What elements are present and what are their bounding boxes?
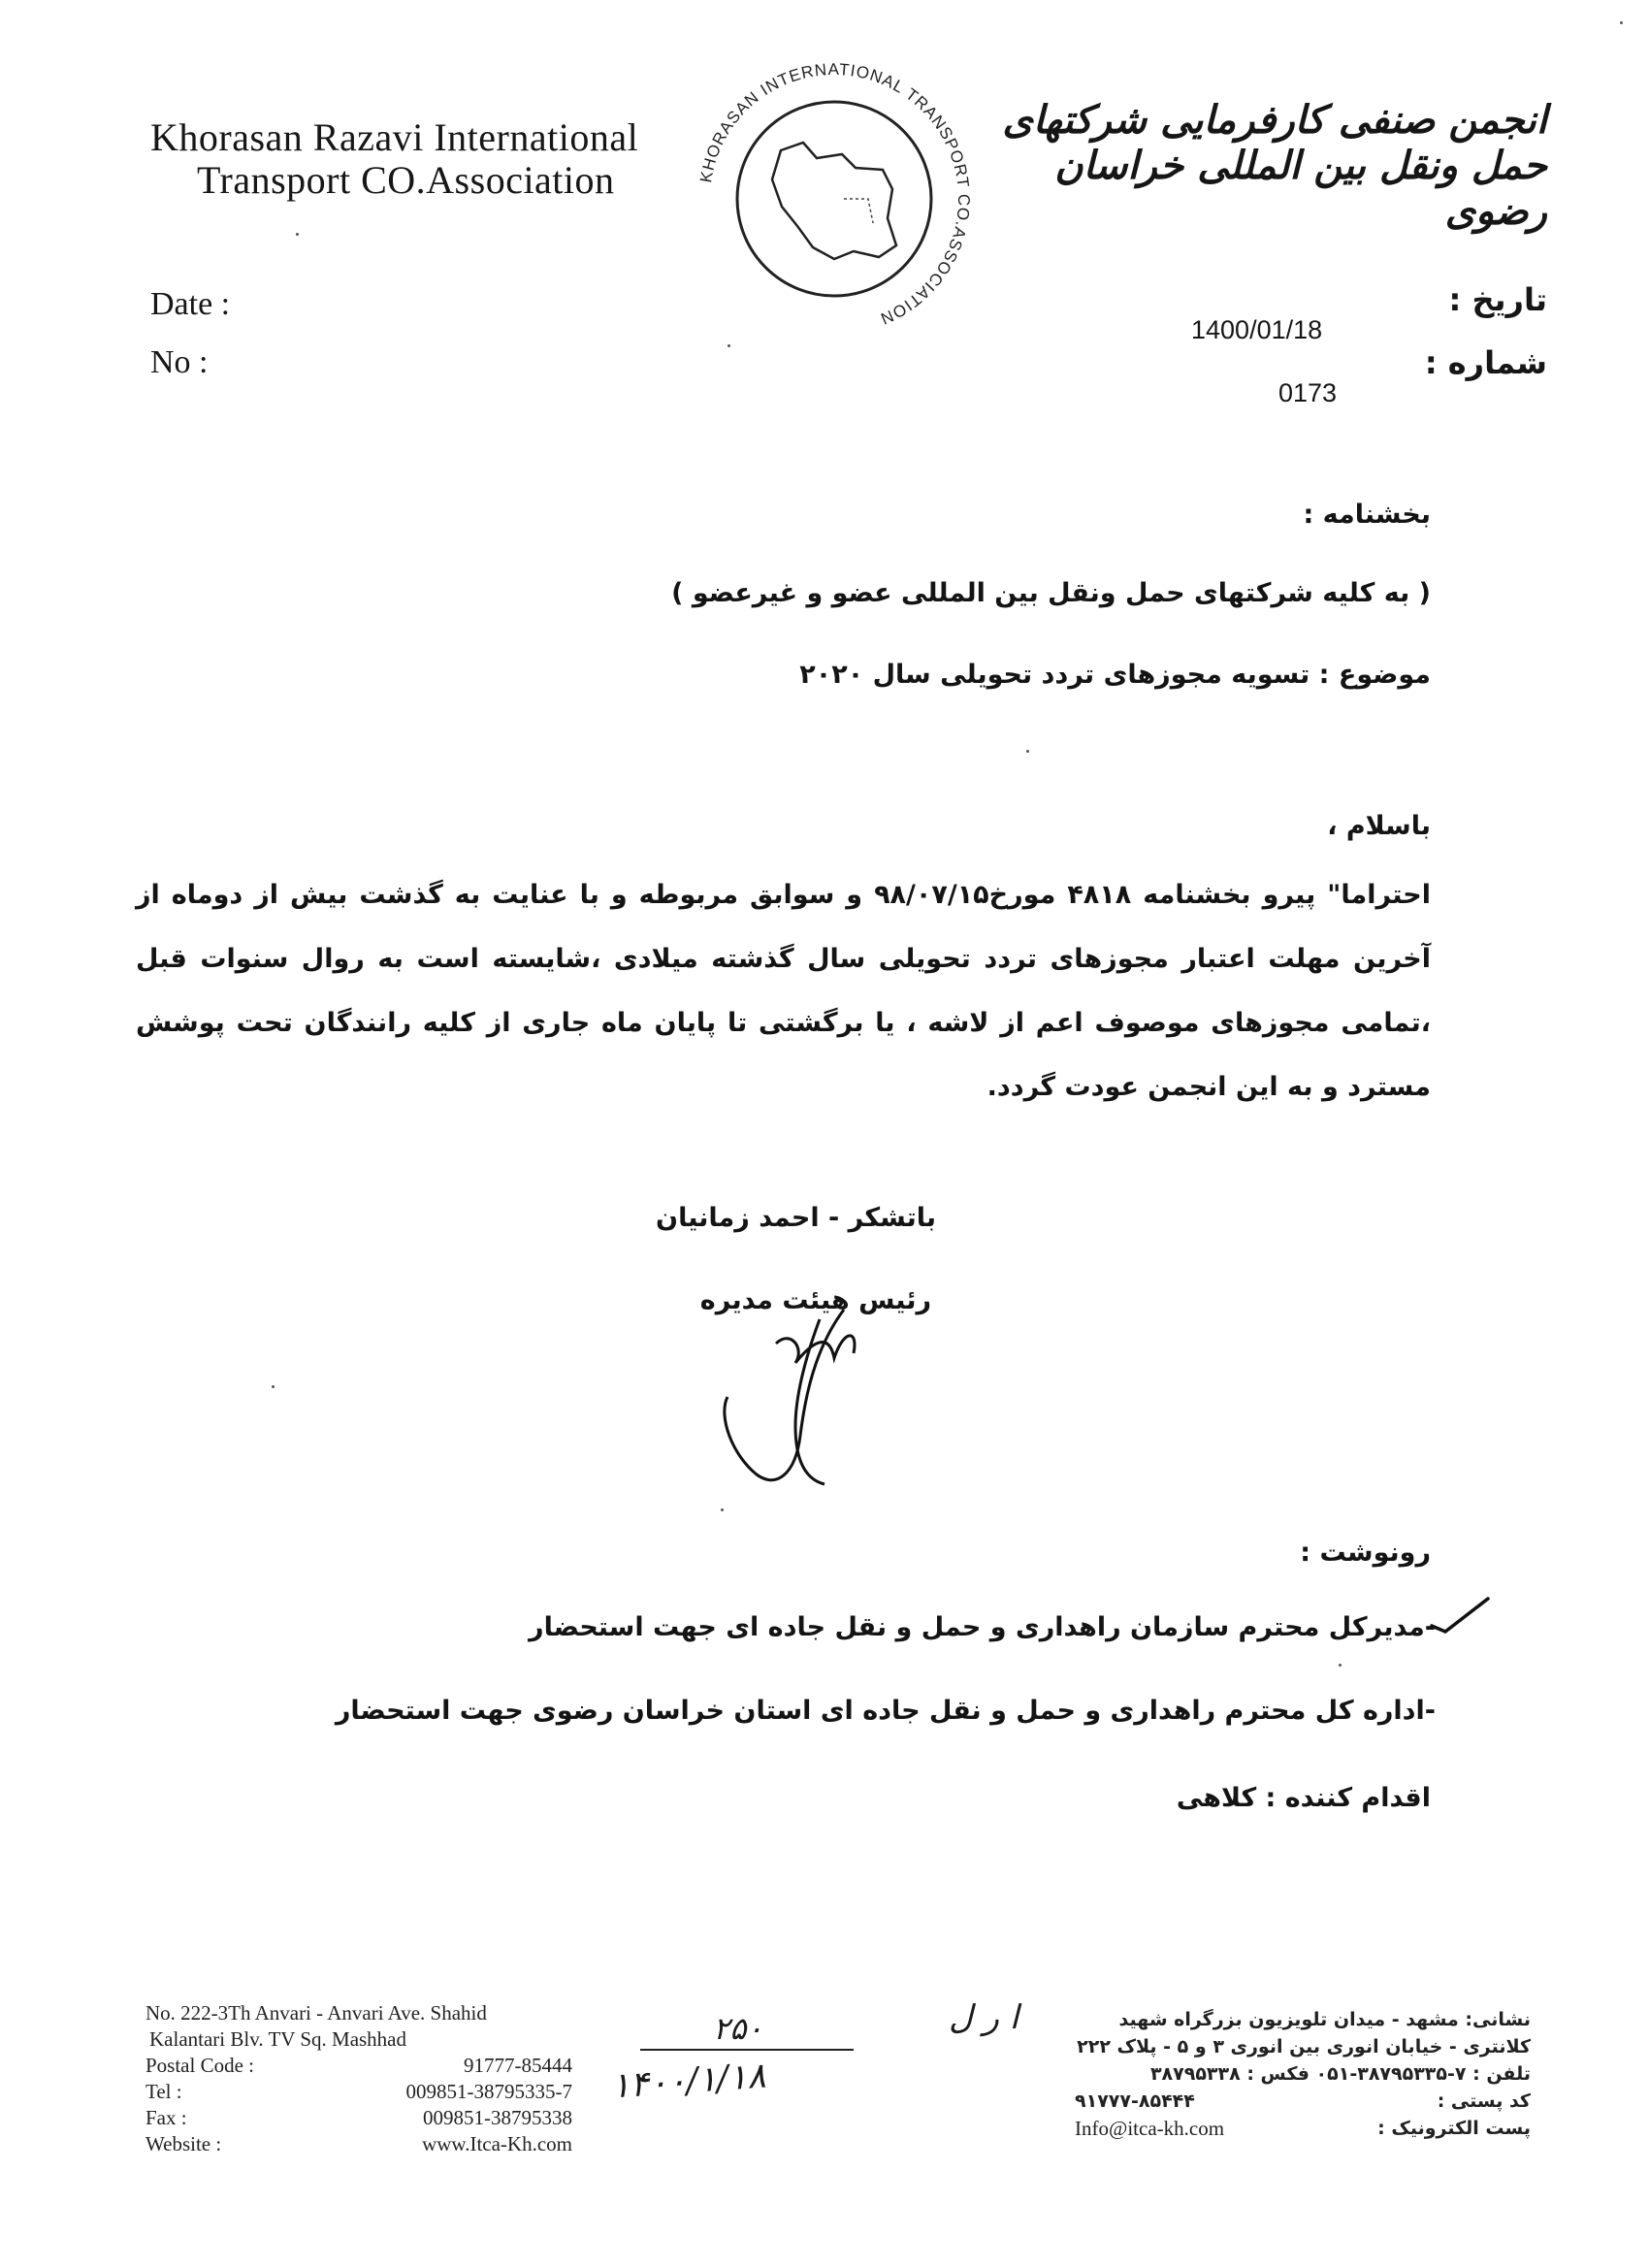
org-name-en-line2: Transport CO.Association [197, 158, 615, 202]
footer-tel-row [146, 2079, 572, 2105]
footer-fa-email-value[interactable]: Info@itca-kh.com [1075, 2117, 1225, 2140]
org-name-en [150, 116, 694, 202]
scan-speck [296, 233, 299, 236]
iran-map-icon [772, 143, 896, 259]
footer-fax-label: Fax : [146, 2106, 187, 2129]
association-seal [689, 53, 980, 344]
letter-subject: موضوع : تسویه مجوزهای تردد تحویلی سال ۲۰۲۰ [799, 660, 1431, 690]
footer-fa-postal-row [1075, 2088, 1531, 2115]
footer-postal-label: Postal Code : [146, 2054, 255, 2077]
org-name-en-line1: Khorasan Razavi International [150, 115, 639, 159]
handwritten-date: ۱۴۰۰/۱/۱۸ [609, 2056, 767, 2107]
letter-greeting: باسلام ، [1327, 811, 1431, 841]
footer-postal-row [146, 2053, 572, 2079]
handwritten-initials: ا ر ل [949, 1998, 1019, 2037]
date-label-fa: تاریخ : [1448, 281, 1547, 318]
seal-ring-text: KHORASAN INTERNATIONAL TRANSPORT CO.ASSOCIATION [696, 59, 974, 329]
letter-type: بخشنامه : [1303, 500, 1431, 530]
footer-website-label: Website : [146, 2132, 222, 2155]
footer-website-value[interactable]: www.Itca-Kh.com [422, 2132, 572, 2155]
cc-heading: رونوشت : [1300, 1538, 1431, 1568]
footer-tel-label: Tel : [146, 2080, 182, 2103]
action-by: اقدام کننده : کلاهی [1176, 1783, 1431, 1813]
footer-fa [1075, 2006, 1531, 2142]
footer-fax-value: 009851-38795338 [423, 2106, 572, 2129]
footer-en [146, 2000, 572, 2157]
letter-number: 0173 [1278, 378, 1338, 407]
footer-fa-address-line2: کلانتری - خیابان انوری بین انوری ۳ و ۵ - پلاک ۲۲۲ [1077, 2036, 1531, 2057]
handwritten-divider [640, 2049, 854, 2051]
footer-website-row [146, 2131, 572, 2157]
footer-postal-value: 91777-85444 [464, 2054, 572, 2077]
letter-date: 1400/01/18 [1191, 315, 1323, 344]
scan-speck [1026, 750, 1029, 753]
signature [698, 1290, 892, 1494]
signer-title: رئیس هیئت مدیره [699, 1285, 931, 1315]
footer-fa-postal-label: کد پستی : [1437, 2090, 1531, 2112]
footer-fa-email-row [1075, 2115, 1531, 2142]
footer-fa-email-label: پست الکترونیک : [1377, 2118, 1531, 2139]
letter-closing: باتشکر - احمد زمانیان [656, 1203, 936, 1233]
date-label-en: Date : [150, 286, 231, 322]
cc-item-1: -مدیرکل محترم سازمان راهداری و حمل و نقل جاده ای جهت استحضار [529, 1612, 1436, 1642]
footer-fa-address-line1: نشانی: مشهد - میدان تلویزیون بزرگراه شهید [1118, 2009, 1531, 2030]
cc-item-2: -اداره کل محترم راهداری و حمل و نقل جاده ای استان خراسان رضوی جهت استحضار [335, 1696, 1436, 1726]
footer-fa-phone: تلفن : ۷-۳۸۷۹۵۳۳۵-۰۵۱ فکس : ۳۸۷۹۵۳۳۸ [1149, 2063, 1531, 2085]
footer-address-line1: No. 222-3Th Anvari - Anvari Ave. Shahid [146, 2001, 487, 2025]
letter-body: احتراما" پیرو بخشنامه ۴۸۱۸ مورخ۹۸/۰۷/۱۵ و سوابق مربوطه و با عنایت به گذشت بیش از دوماه از آخرین مهلت اعتبار مجوزهای تردد تحویلی سال گذشته میلادی ،شایسته است به روال سنوات قبل ،تمامی مجوزهای موصوف اعم از لاشه ، یا برگشتی تا پایان ماه جاری از کلیه رانندگان تحت پوشش مسترد و به این انجمن عودت گردد. [136, 880, 1432, 1102]
scan-speck [721, 1508, 724, 1511]
number-label-fa: شماره : [1424, 344, 1547, 381]
checkmark-icon [1426, 1591, 1494, 1639]
handwritten-number: ۲۵۰ [713, 2010, 763, 2047]
footer-tel-value: 009851-38795335-7 [405, 2080, 572, 2103]
scan-speck [1620, 21, 1623, 24]
footer-address-line2: Kalantari Blv. TV Sq. Mashhad [149, 2027, 407, 2051]
footer-fax-row [146, 2105, 572, 2131]
number-label-en: No : [150, 344, 209, 380]
scan-speck [1339, 1664, 1342, 1667]
footer-fa-postal-value: ۹۱۷۷۷-۸۵۴۴۴ [1075, 2090, 1195, 2112]
letter-recipient: ( به کلیه شرکتهای حمل ونقل بین المللی عضو و غیرعضو ) [671, 578, 1431, 608]
scan-speck [272, 1385, 275, 1388]
org-name-fa: انجمن صنفی کارفرمایی شرکتهای حمل ونقل بین المللی خراسان رضوی [1002, 97, 1547, 234]
scan-speck [728, 344, 730, 347]
